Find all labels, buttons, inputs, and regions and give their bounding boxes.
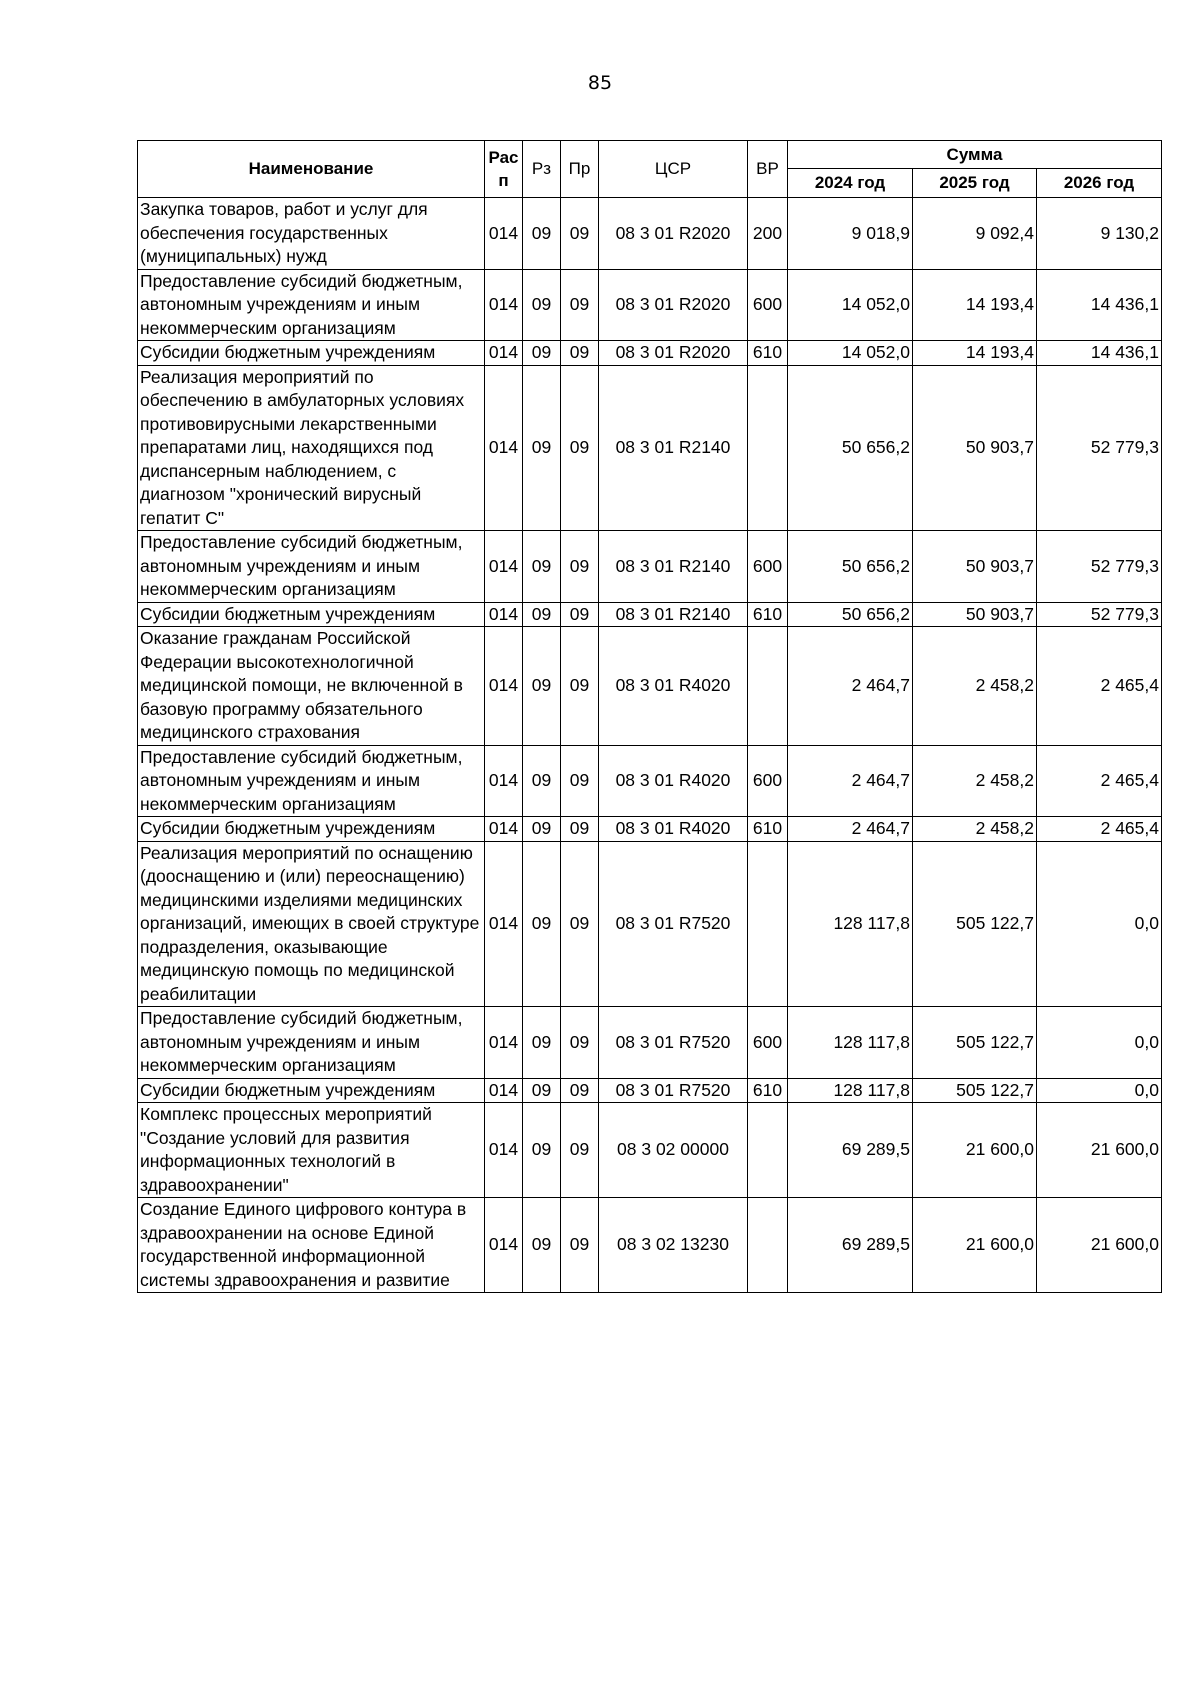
row-sum-2026: 21 600,0 (1037, 1198, 1162, 1293)
header-2024: 2024 год (788, 169, 913, 198)
table-row (138, 817, 1162, 842)
row-sum-2025: 14 193,4 (913, 341, 1037, 366)
row-rz: 09 (523, 341, 561, 366)
row-sum-2026: 14 436,1 (1037, 269, 1162, 341)
row-sum-2024: 9 018,9 (788, 198, 913, 270)
row-vr: 200 (748, 198, 788, 270)
row-pr: 09 (561, 1103, 599, 1198)
row-rasp: 014 (485, 627, 523, 746)
table-body (138, 198, 1162, 1293)
row-name: Субсидии бюджетным учреждениям (138, 817, 485, 842)
header-rasp: Рас п (485, 141, 523, 198)
table-header (138, 141, 1162, 198)
row-rasp: 014 (485, 745, 523, 817)
header-csr: ЦСР (599, 141, 748, 198)
row-sum-2026: 9 130,2 (1037, 198, 1162, 270)
row-name: Реализация мероприятий по обеспечению в амбулаторных условиях противовирусными лекарственными препаратами лиц, находящихся под диспансерным наблюдением, с диагнозом "хронический вирусный гепатит С" (138, 365, 485, 531)
row-pr: 09 (561, 1078, 599, 1103)
table-row (138, 841, 1162, 1007)
row-rasp: 014 (485, 1103, 523, 1198)
row-csr: 08 3 01 R4020 (599, 817, 748, 842)
row-sum-2025: 21 600,0 (913, 1198, 1037, 1293)
row-sum-2026: 52 779,3 (1037, 531, 1162, 603)
header-sum: Сумма (788, 141, 1162, 169)
row-sum-2024: 14 052,0 (788, 269, 913, 341)
row-sum-2024: 128 117,8 (788, 841, 913, 1007)
row-sum-2024: 128 117,8 (788, 1078, 913, 1103)
row-vr (748, 627, 788, 746)
row-csr: 08 3 01 R2020 (599, 198, 748, 270)
page-number: 85 (587, 72, 613, 94)
row-sum-2025: 50 903,7 (913, 365, 1037, 531)
row-vr (748, 1103, 788, 1198)
row-sum-2025: 505 122,7 (913, 841, 1037, 1007)
table-row (138, 627, 1162, 746)
row-rasp: 014 (485, 531, 523, 603)
table-row (138, 1007, 1162, 1079)
row-csr: 08 3 02 13230 (599, 1198, 748, 1293)
row-sum-2024: 128 117,8 (788, 1007, 913, 1079)
header-2026: 2026 год (1037, 169, 1162, 198)
row-sum-2025: 2 458,2 (913, 627, 1037, 746)
row-vr (748, 841, 788, 1007)
row-name: Оказание гражданам Российской Федерации высокотехнологичной медицинской помощи, не включенной в базовую программу обязательного медицинского страхования (138, 627, 485, 746)
row-pr: 09 (561, 1007, 599, 1079)
row-csr: 08 3 01 R7520 (599, 1078, 748, 1103)
table-row (138, 602, 1162, 627)
row-name: Реализация мероприятий по оснащению (дооснащению и (или) переоснащению) медицинскими изделиями медицинских организаций, имеющих в своей структуре подразделения, оказывающие медицинскую помощь по медицинской реабилитации (138, 841, 485, 1007)
table-row (138, 1103, 1162, 1198)
row-pr: 09 (561, 745, 599, 817)
row-sum-2026: 21 600,0 (1037, 1103, 1162, 1198)
row-sum-2024: 2 464,7 (788, 817, 913, 842)
row-csr: 08 3 01 R2140 (599, 365, 748, 531)
table-row (138, 198, 1162, 270)
row-rz: 09 (523, 1007, 561, 1079)
row-sum-2024: 50 656,2 (788, 602, 913, 627)
table-row (138, 745, 1162, 817)
row-pr: 09 (561, 817, 599, 842)
row-rz: 09 (523, 269, 561, 341)
row-name: Комплекс процессных мероприятий "Создание условий для развития информационных технологий в здравоохранении" (138, 1103, 485, 1198)
row-pr: 09 (561, 198, 599, 270)
row-csr: 08 3 01 R4020 (599, 627, 748, 746)
row-csr: 08 3 01 R2140 (599, 531, 748, 603)
row-csr: 08 3 01 R2020 (599, 341, 748, 366)
row-rasp: 014 (485, 1078, 523, 1103)
row-rz: 09 (523, 198, 561, 270)
row-sum-2026: 14 436,1 (1037, 341, 1162, 366)
row-name: Субсидии бюджетным учреждениям (138, 1078, 485, 1103)
row-sum-2026: 2 465,4 (1037, 817, 1162, 842)
row-pr: 09 (561, 841, 599, 1007)
table-row (138, 269, 1162, 341)
row-vr: 600 (748, 745, 788, 817)
row-name: Субсидии бюджетным учреждениям (138, 602, 485, 627)
row-sum-2025: 50 903,7 (913, 602, 1037, 627)
row-vr: 600 (748, 269, 788, 341)
row-sum-2024: 69 289,5 (788, 1103, 913, 1198)
row-sum-2024: 50 656,2 (788, 365, 913, 531)
header-name: Наименование (138, 141, 485, 198)
table-row (138, 1198, 1162, 1293)
row-name: Закупка товаров, работ и услуг для обеспечения государственных (муниципальных) нужд (138, 198, 485, 270)
row-pr: 09 (561, 365, 599, 531)
header-pr: Пр (561, 141, 599, 198)
row-sum-2024: 2 464,7 (788, 627, 913, 746)
row-rasp: 014 (485, 602, 523, 627)
row-name: Создание Единого цифрового контура в здравоохранении на основе Единой государственной информационной системы здравоохранения и развитие (138, 1198, 485, 1293)
row-csr: 08 3 01 R7520 (599, 1007, 748, 1079)
row-name: Предоставление субсидий бюджетным, автономным учреждениям и иным некоммерческим организациям (138, 531, 485, 603)
row-sum-2024: 2 464,7 (788, 745, 913, 817)
row-name: Субсидии бюджетным учреждениям (138, 341, 485, 366)
row-rz: 09 (523, 531, 561, 603)
row-rz: 09 (523, 1078, 561, 1103)
row-rz: 09 (523, 627, 561, 746)
row-csr: 08 3 01 R2140 (599, 602, 748, 627)
row-rz: 09 (523, 602, 561, 627)
row-rasp: 014 (485, 198, 523, 270)
row-sum-2025: 505 122,7 (913, 1078, 1037, 1103)
row-csr: 08 3 01 R2020 (599, 269, 748, 341)
row-pr: 09 (561, 341, 599, 366)
row-rz: 09 (523, 841, 561, 1007)
row-name: Предоставление субсидий бюджетным, автономным учреждениям и иным некоммерческим организациям (138, 745, 485, 817)
table-row (138, 1078, 1162, 1103)
row-rasp: 014 (485, 817, 523, 842)
row-rasp: 014 (485, 1198, 523, 1293)
row-sum-2024: 50 656,2 (788, 531, 913, 603)
table-row (138, 531, 1162, 603)
row-sum-2025: 14 193,4 (913, 269, 1037, 341)
row-csr: 08 3 01 R7520 (599, 841, 748, 1007)
table-row (138, 365, 1162, 531)
row-sum-2024: 14 052,0 (788, 341, 913, 366)
row-rz: 09 (523, 817, 561, 842)
row-sum-2025: 50 903,7 (913, 531, 1037, 603)
row-sum-2025: 21 600,0 (913, 1103, 1037, 1198)
row-name: Предоставление субсидий бюджетным, автономным учреждениям и иным некоммерческим организациям (138, 1007, 485, 1079)
row-sum-2026: 52 779,3 (1037, 365, 1162, 531)
header-2025: 2025 год (913, 169, 1037, 198)
row-sum-2026: 0,0 (1037, 1078, 1162, 1103)
row-sum-2025: 505 122,7 (913, 1007, 1037, 1079)
budget-table (137, 140, 1162, 1293)
row-vr (748, 1198, 788, 1293)
row-rz: 09 (523, 1198, 561, 1293)
row-pr: 09 (561, 531, 599, 603)
row-sum-2025: 9 092,4 (913, 198, 1037, 270)
row-sum-2026: 2 465,4 (1037, 627, 1162, 746)
header-rz: Рз (523, 141, 561, 198)
row-pr: 09 (561, 1198, 599, 1293)
row-sum-2025: 2 458,2 (913, 745, 1037, 817)
row-rz: 09 (523, 365, 561, 531)
row-csr: 08 3 02 00000 (599, 1103, 748, 1198)
row-vr: 610 (748, 602, 788, 627)
row-vr (748, 365, 788, 531)
row-rasp: 014 (485, 341, 523, 366)
row-csr: 08 3 01 R4020 (599, 745, 748, 817)
row-vr: 600 (748, 531, 788, 603)
row-pr: 09 (561, 627, 599, 746)
row-rasp: 014 (485, 269, 523, 341)
row-name: Предоставление субсидий бюджетным, автономным учреждениям и иным некоммерческим организациям (138, 269, 485, 341)
row-sum-2024: 69 289,5 (788, 1198, 913, 1293)
row-sum-2025: 2 458,2 (913, 817, 1037, 842)
row-sum-2026: 2 465,4 (1037, 745, 1162, 817)
header-vr: ВР (748, 141, 788, 198)
row-vr: 610 (748, 341, 788, 366)
row-rz: 09 (523, 1103, 561, 1198)
row-sum-2026: 0,0 (1037, 1007, 1162, 1079)
row-vr: 610 (748, 817, 788, 842)
row-rasp: 014 (485, 365, 523, 531)
row-vr: 600 (748, 1007, 788, 1079)
row-sum-2026: 52 779,3 (1037, 602, 1162, 627)
row-rasp: 014 (485, 841, 523, 1007)
row-rasp: 014 (485, 1007, 523, 1079)
table-row (138, 341, 1162, 366)
row-sum-2026: 0,0 (1037, 841, 1162, 1007)
row-pr: 09 (561, 602, 599, 627)
row-rz: 09 (523, 745, 561, 817)
row-pr: 09 (561, 269, 599, 341)
row-vr: 610 (748, 1078, 788, 1103)
